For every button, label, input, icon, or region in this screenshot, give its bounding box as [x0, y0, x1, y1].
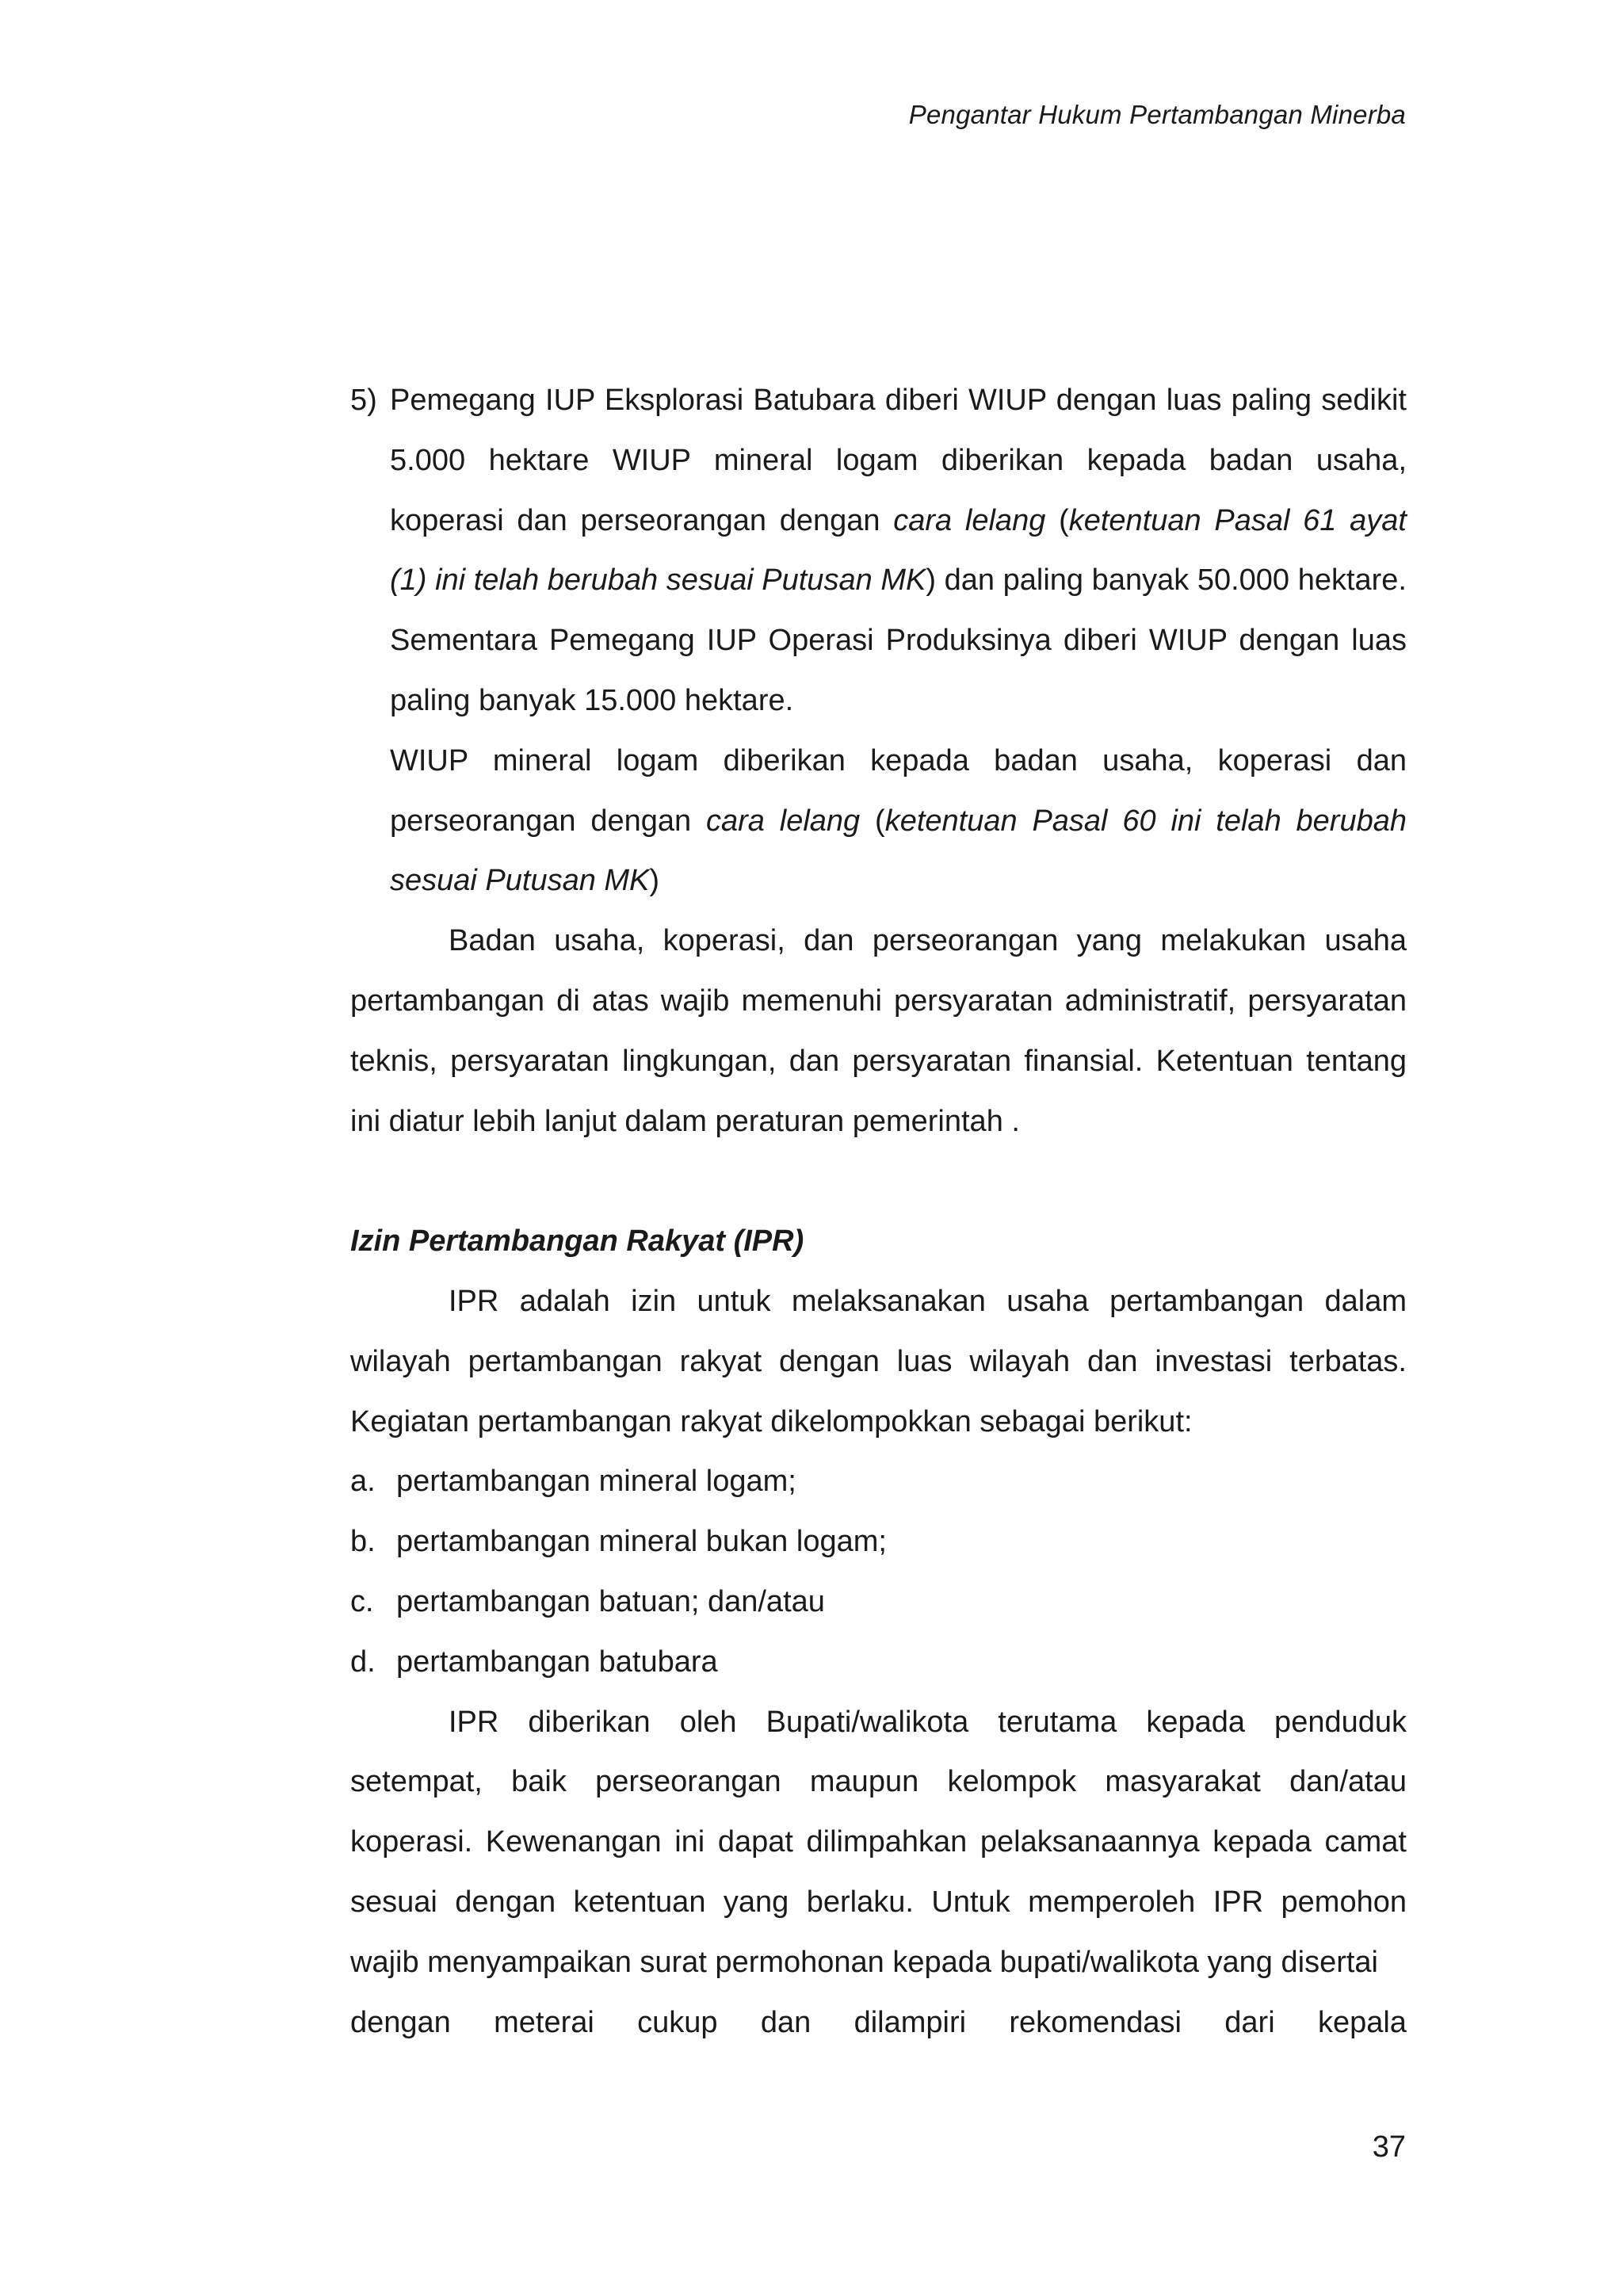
list-text: pertambangan mineral bukan logam;: [396, 1525, 887, 1559]
italic-run: cara lelang: [706, 804, 861, 838]
list-label: a.: [350, 1465, 376, 1499]
word: cukup: [637, 2005, 718, 2039]
list-text: pertambangan mineral logam;: [396, 1465, 796, 1499]
list-item: [350, 1512, 1407, 1572]
word: dan: [760, 2005, 812, 2039]
word: rekomendasi: [1009, 2005, 1182, 2039]
italic-run: ketentuan Pasal 60 ini telah berubah sesuai Putusan MK: [390, 804, 1407, 898]
justified-last-line: [350, 1993, 1407, 2053]
numbered-item-5: [350, 371, 1407, 732]
word: meterai: [494, 2005, 594, 2039]
word: kepala: [1317, 2005, 1407, 2039]
italic-run: ketentuan Pasal 61 ayat (1) ini telah berubah sesuai Putusan MK: [390, 503, 1407, 598]
text-run: (: [860, 804, 885, 838]
list-label: d.: [350, 1645, 376, 1679]
wiup-paragraph: [390, 732, 1407, 911]
text-run: ): [649, 864, 660, 898]
list-label: b.: [350, 1525, 376, 1559]
list-text: pertambangan batubara: [396, 1645, 718, 1679]
item-number: 5): [350, 384, 377, 417]
text-run: (: [1045, 503, 1069, 537]
list-item: [350, 1452, 1407, 1512]
body-text: [350, 371, 1407, 2053]
word: dengan: [350, 2005, 451, 2039]
text-run: ) dan paling banyak 50.000 hektare. Sementara Pemegang IUP Operasi Produksinya diberi WIUP dengan luas paling banyak 15.000 hektare.: [390, 563, 1407, 717]
list-label: c.: [350, 1584, 374, 1618]
list-text: pertambangan batuan; dan/atau: [396, 1584, 825, 1618]
ipr-issuance-paragraph: IPR diberikan oleh Bupati/walikota terutama kepada penduduk setempat, baik perseorangan maupun kelompok masyarakat dan/atau koperasi. Kewenangan ini dapat dilimpahkan pelaksanaannya kepada camat sesuai dengan ketentuan yang berlaku. Untuk memperoleh IPR pemohon wajib menyampaikan surat permohonan kepada bupati/walikota yang disertai: [350, 1705, 1407, 1979]
item-text: [390, 371, 1407, 732]
list-item: [350, 1633, 1407, 1693]
italic-run: cara lelang: [893, 503, 1046, 537]
page-number: 37: [1372, 2130, 1406, 2164]
running-header: Pengantar Hukum Pertambangan Minerba: [908, 100, 1406, 129]
ipr-category-list: [350, 1452, 1407, 1692]
badan-usaha-paragraph: Badan usaha, koperasi, dan perseorangan yang melakukan usaha pertambangan di atas wajib memenuhi persyaratan administratif, persyaratan teknis, persyaratan lingkungan, dan persyaratan finansial. Ketentuan tentang ini diatur lebih lanjut dalam peraturan pemerintah .: [350, 924, 1407, 1138]
list-item: [350, 1572, 1407, 1633]
word: dari: [1224, 2005, 1275, 2039]
section-heading: Izin Pertambangan Rakyat (IPR): [350, 1224, 804, 1259]
text-run: Pemegang IUP Eksplorasi Batubara diberi WIUP dengan luas paling sedikit 5.000 hektare WIUP mineral logam diberikan kepada badan usaha, koperasi dan perseorangan dengan: [390, 384, 1407, 537]
word: dilampiri: [854, 2005, 967, 2039]
ipr-intro-paragraph: IPR adalah izin untuk melaksanakan usaha pertambangan dalam wilayah pertambangan rakyat dengan luas wilayah dan investasi terbatas. Kegiatan pertambangan rakyat dikelompokkan sebagai berikut:: [350, 1284, 1407, 1438]
text-run: WIUP mineral logam diberikan kepada badan usaha, koperasi dan perseorangan dengan: [390, 743, 1407, 838]
